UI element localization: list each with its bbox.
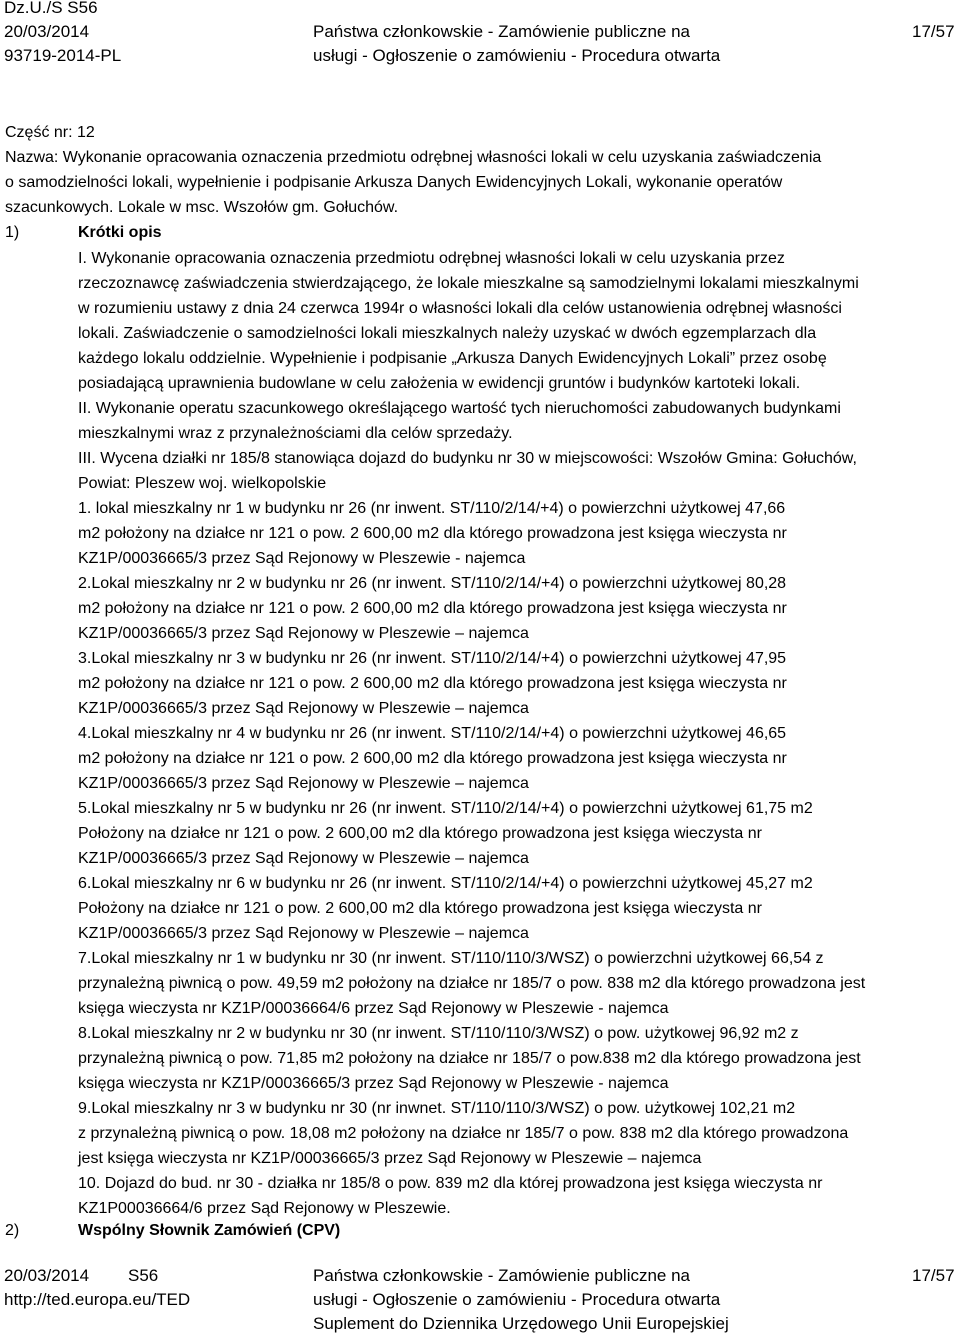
description-line: 5.Lokal mieszkalny nr 5 w budynku nr 26 (nr inwent. ST/110/2/14/+4) o powierzchni użytkowej 61,75 m2 xyxy=(78,800,813,817)
section-number: 1) xyxy=(5,224,20,241)
footer-series: S56 xyxy=(128,1266,159,1285)
footer-center-line2: usługi - Ogłoszenie o zamówieniu - Procedura otwarta xyxy=(313,1290,721,1309)
header-date: 20/03/2014 xyxy=(4,22,90,41)
section-title: Wspólny Słownik Zamówień (CPV) xyxy=(78,1222,341,1239)
footer-center-line3: Suplement do Dziennika Urzędowego Unii Europejskiej xyxy=(313,1314,729,1333)
description-line: 10. Dojazd do bud. nr 30 - działka nr 185/8 o pow. 839 m2 dla której prowadzona jest księga wieczysta nr xyxy=(78,1175,823,1192)
description-line: III. Wycena działki nr 185/8 stanowiąca dojazd do budynku nr 30 w miejscowości: Wszołów Gmina: Gołuchów, xyxy=(78,450,857,467)
description-line: każdego lokalu oddzielnie. Wypełnienie i podpisanie „Arkusza Danych Ewidencyjnych Lokali” przez osobę xyxy=(78,350,827,367)
description-line: księga wieczysta nr KZ1P/00036665/3 przez Sąd Rejonowy w Pleszewie - najemca xyxy=(78,1075,669,1092)
part-name-line: szacunkowych. Lokale w msc. Wszołów gm. Gołuchów. xyxy=(5,199,399,216)
footer-url: http://ted.europa.eu/TED xyxy=(4,1290,191,1309)
footer-page-number: 17/57 xyxy=(912,1266,955,1285)
description-line: Położony na działce nr 121 o pow. 2 600,00 m2 dla którego prowadzona jest księga wieczysta nr xyxy=(78,900,762,917)
description-line: KZ1P/00036665/3 przez Sąd Rejonowy w Pleszewie – najemca xyxy=(78,925,529,942)
header-center-line2: usługi - Ogłoszenie o zamówieniu - Procedura otwarta xyxy=(313,46,721,65)
description-line: księga wieczysta nr KZ1P/00036664/6 przez Sąd Rejonowy w Pleszewie - najemca xyxy=(78,1000,669,1017)
description-line: 2.Lokal mieszkalny nr 2 w budynku nr 26 (nr inwent. ST/110/2/14/+4) o powierzchni użytkowej 80,28 xyxy=(78,575,787,592)
footer-date: 20/03/2014 xyxy=(4,1266,90,1285)
notice-id: 93719-2014-PL xyxy=(4,46,122,65)
description-line: 1. lokal mieszkalny nr 1 w budynku nr 26 (nr inwent. ST/110/2/14/+4) o powierzchni użytkowej 47,66 xyxy=(78,500,786,517)
part-name-line: o samodzielności lokali, wypełnienie i podpisanie Arkusza Danych Ewidencyjnych Lokali, wykonanie operatów xyxy=(5,174,783,191)
description-line: KZ1P/00036665/3 przez Sąd Rejonowy w Pleszewie – najemca xyxy=(78,775,529,792)
description-line: m2 położony na działce nr 121 o pow. 2 600,00 m2 dla którego prowadzona jest księga wieczysta nr xyxy=(78,600,787,617)
description-line: w rozumieniu ustawy z dnia 24 czerwca 1994r o własności lokali dla celów ustanowienia odrębnej własności xyxy=(78,300,842,317)
header-center-line1: Państwa członkowskie - Zamówienie publiczne na xyxy=(313,22,691,41)
description-line: 9.Lokal mieszkalny nr 3 w budynku nr 30 (nr inwnet. ST/110/110/3/WSZ) o pow. użytkowej 102,21 m2 xyxy=(78,1100,796,1117)
description-line: m2 położony na działce nr 121 o pow. 2 600,00 m2 dla którego prowadzona jest księga wieczysta nr xyxy=(78,525,787,542)
description-line: I. Wykonanie opracowania oznaczenia przedmiotu odrębnej własności lokali w celu uzyskania przez xyxy=(78,250,785,267)
description-line: KZ1P/00036665/3 przez Sąd Rejonowy w Pleszewie – najemca xyxy=(78,700,529,717)
description-line: m2 położony na działce nr 121 o pow. 2 600,00 m2 dla którego prowadzona jest księga wieczysta nr xyxy=(78,675,787,692)
description-line: jest księga wieczysta nr KZ1P/00036665/3 przez Sąd Rejonowy w Pleszewie – najemca xyxy=(78,1150,702,1167)
part-name-line: Nazwa: Wykonanie opracowania oznaczenia przedmiotu odrębnej własności lokali w celu uzyskania zaświadczenia xyxy=(5,149,822,166)
description-line: 8.Lokal mieszkalny nr 2 w budynku nr 30 (nr inwent. ST/110/110/3/WSZ) o pow. użytkowej 96,92 m2 z xyxy=(78,1025,799,1042)
description-line: 4.Lokal mieszkalny nr 4 w budynku nr 26 (nr inwent. ST/110/2/14/+4) o powierzchni użytkowej 46,65 xyxy=(78,725,787,742)
description-line: rzeczoznawcę zaświadczenia stwierdzającego, że lokale mieszkalne są samodzielnymi lokalami mieszkalnymi xyxy=(78,275,859,292)
description-line: posiadającą uprawnienia budowlane w celu założenia w ewidencji gruntów i budynków kartoteki lokali. xyxy=(78,375,801,392)
description-line: Powiat: Pleszew woj. wielkopolskie xyxy=(78,475,327,492)
description-line: II. Wykonanie operatu szacunkowego określającego wartość tych nieruchomości zabudowanych budynkami xyxy=(78,400,841,417)
section-title: Krótki opis xyxy=(78,224,162,241)
section-number: 2) xyxy=(5,1222,20,1239)
description-line: KZ1P/00036665/3 przez Sąd Rejonowy w Pleszewie - najemca xyxy=(78,550,526,567)
journal-reference: Dz.U./S S56 xyxy=(4,0,98,17)
part-number: Część nr: 12 xyxy=(5,124,95,141)
description-line: 6.Lokal mieszkalny nr 6 w budynku nr 26 (nr inwent. ST/110/2/14/+4) o powierzchni użytkowej 45,27 m2 xyxy=(78,875,813,892)
description-line: mieszkalnymi wraz z przynależnościami dla celów sprzedaży. xyxy=(78,425,513,442)
footer-center-line1: Państwa członkowskie - Zamówienie publiczne na xyxy=(313,1266,691,1285)
description-line: 7.Lokal mieszkalny nr 1 w budynku nr 30 (nr inwent. ST/110/110/3/WSZ) o powierzchni użytkowej 66,54 z xyxy=(78,950,824,967)
description-line: z przynależną piwnicą o pow. 18,08 m2 położony na działce nr 185/7 o pow. 838 m2 dla którego prowadzona xyxy=(78,1125,849,1142)
description-line: KZ1P/00036665/3 przez Sąd Rejonowy w Pleszewie – najemca xyxy=(78,850,529,867)
description-line: przynależną piwnicą o pow. 49,59 m2 położony na działce nr 185/7 o pow. 838 m2 dla którego prowadzona jest xyxy=(78,975,866,992)
description-line: Położony na działce nr 121 o pow. 2 600,00 m2 dla którego prowadzona jest księga wieczysta nr xyxy=(78,825,762,842)
description-line: KZ1P00036664/6 przez Sąd Rejonowy w Pleszewie. xyxy=(78,1200,451,1217)
description-line: KZ1P/00036665/3 przez Sąd Rejonowy w Pleszewie – najemca xyxy=(78,625,529,642)
description-line: m2 położony na działce nr 121 o pow. 2 600,00 m2 dla którego prowadzona jest księga wieczysta nr xyxy=(78,750,787,767)
description-line: 3.Lokal mieszkalny nr 3 w budynku nr 26 (nr inwent. ST/110/2/14/+4) o powierzchni użytkowej 47,95 xyxy=(78,650,787,667)
description-line: przynależną piwnicą o pow. 71,85 m2 położony na działce nr 185/7 o pow.838 m2 dla którego prowadzona jest xyxy=(78,1050,861,1067)
header-page-number: 17/57 xyxy=(912,22,955,41)
description-line: lokali. Zaświadczenie o samodzielności lokali mieszkalnych należy uzyskać w dwóch egzemplarzach dla xyxy=(78,325,817,342)
